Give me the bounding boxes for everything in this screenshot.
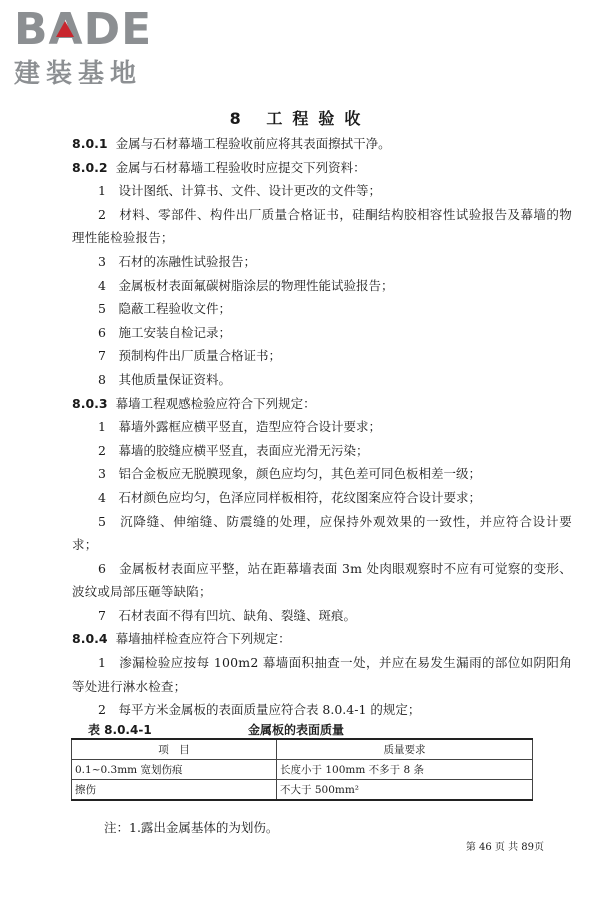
surface-quality-table	[71, 738, 533, 801]
list-item: 1 幕墙外露框应横平竖直，造型应符合设计要求；	[98, 419, 381, 435]
table-header-cell: 项 目	[72, 739, 277, 760]
logo-red-triangle	[56, 21, 74, 37]
clause-heading	[72, 627, 572, 651]
list-item: 4 石材颜色应均匀，色泽应同样板相符，花纹图案应符合设计要求；	[98, 489, 481, 505]
list-item: 2 每平方米金属板的表面质量应符合表 8.0.4-1 的规定；	[98, 702, 421, 718]
clause-number: 8.0.2	[72, 159, 108, 175]
clause-heading	[72, 392, 572, 416]
table-row	[72, 760, 533, 780]
list-item: 7 预制构件出厂质量合格证书；	[98, 348, 281, 364]
table-cell: 不大于 500mm²	[277, 780, 533, 801]
list-item: 5 隐蔽工程验收文件；	[98, 301, 231, 317]
clause-text: 金属与石材幕墙工程验收前应将其表面擦拭干净。	[115, 136, 391, 151]
table-cell: 擦伤	[72, 780, 277, 801]
clause-list	[72, 132, 572, 722]
clause-heading	[72, 132, 572, 156]
table-number: 表 8.0.4-1	[88, 723, 152, 737]
clause-heading	[72, 156, 572, 180]
table-note: 注：1.露出金属基体的为划伤。	[104, 820, 279, 835]
brand-logo	[14, 4, 184, 89]
clause-text: 幕墙抽样检查应符合下列规定：	[115, 631, 291, 647]
list-item: 7 石材表面不得有凹坑、缺角、裂缝、斑痕。	[98, 607, 356, 623]
table-caption	[88, 721, 508, 738]
section-title: 8 工程验收	[229, 109, 371, 128]
list-item: 1 设计图纸、计算书、文件、设计更改的文件等；	[98, 183, 381, 199]
clause-number: 8.0.4	[72, 631, 108, 647]
logo-a-letter: A	[48, 4, 84, 55]
clause-number: 8.0.1	[72, 136, 108, 151]
table-cell: 0.1~0.3mm 宽划伤痕	[72, 760, 277, 780]
list-item: 6 金属板材表面应平整，站在距幕墙表面 3m 处肉眼观察时不应有可觉察的变形、波纹或局部压砸等缺陷；	[72, 560, 572, 600]
list-item: 2 材料、零部件、构件出厂质量合格证书，硅酮结构胶相容性试验报告及幕墙的物理性能检验报告；	[72, 206, 572, 246]
table-cell: 长度小于 100mm 不多于 8 条	[277, 760, 533, 780]
list-item: 8 其他质量保证资料。	[98, 371, 231, 387]
table-header-cell: 质量要求	[277, 739, 533, 760]
clause-text: 幕墙工程观感检验应符合下列规定：	[115, 395, 316, 411]
page-number: 第 46 页 共 89页	[465, 842, 544, 853]
list-item: 6 施工安装自检记录；	[98, 324, 231, 340]
clause-text: 金属与石材幕墙工程验收时应提交下列资料：	[115, 159, 366, 175]
list-item: 1 渗漏检验应按每 100m2 幕墙面积抽查一处，并应在易发生漏雨的部位如阴阳角等处进行淋水检查；	[72, 655, 572, 694]
table-row	[72, 780, 533, 801]
table-name: 金属板的表面质量	[248, 723, 345, 737]
list-item: 2 幕墙的胶缝应横平竖直，表面应光滑无污染；	[98, 442, 369, 458]
list-item: 4 金属板材表面氟碳树脂涂层的物理性能试验报告；	[98, 277, 394, 293]
clause-number: 8.0.3	[72, 395, 108, 411]
logo-wordmark: BA DE	[14, 4, 153, 55]
table-header-row	[72, 739, 533, 760]
list-item: 5 沉降缝、伸缩缝、防震缝的处理，应保持外观效果的一致性，并应符合设计要求；	[72, 513, 572, 553]
list-item: 3 石材的冻融性试验报告；	[98, 253, 256, 269]
logo-subtitle: 建装基地	[14, 59, 143, 89]
list-item: 3 铝合金板应无脱膜现象，颜色应均匀，其色差可同色板相差一级；	[98, 466, 481, 482]
